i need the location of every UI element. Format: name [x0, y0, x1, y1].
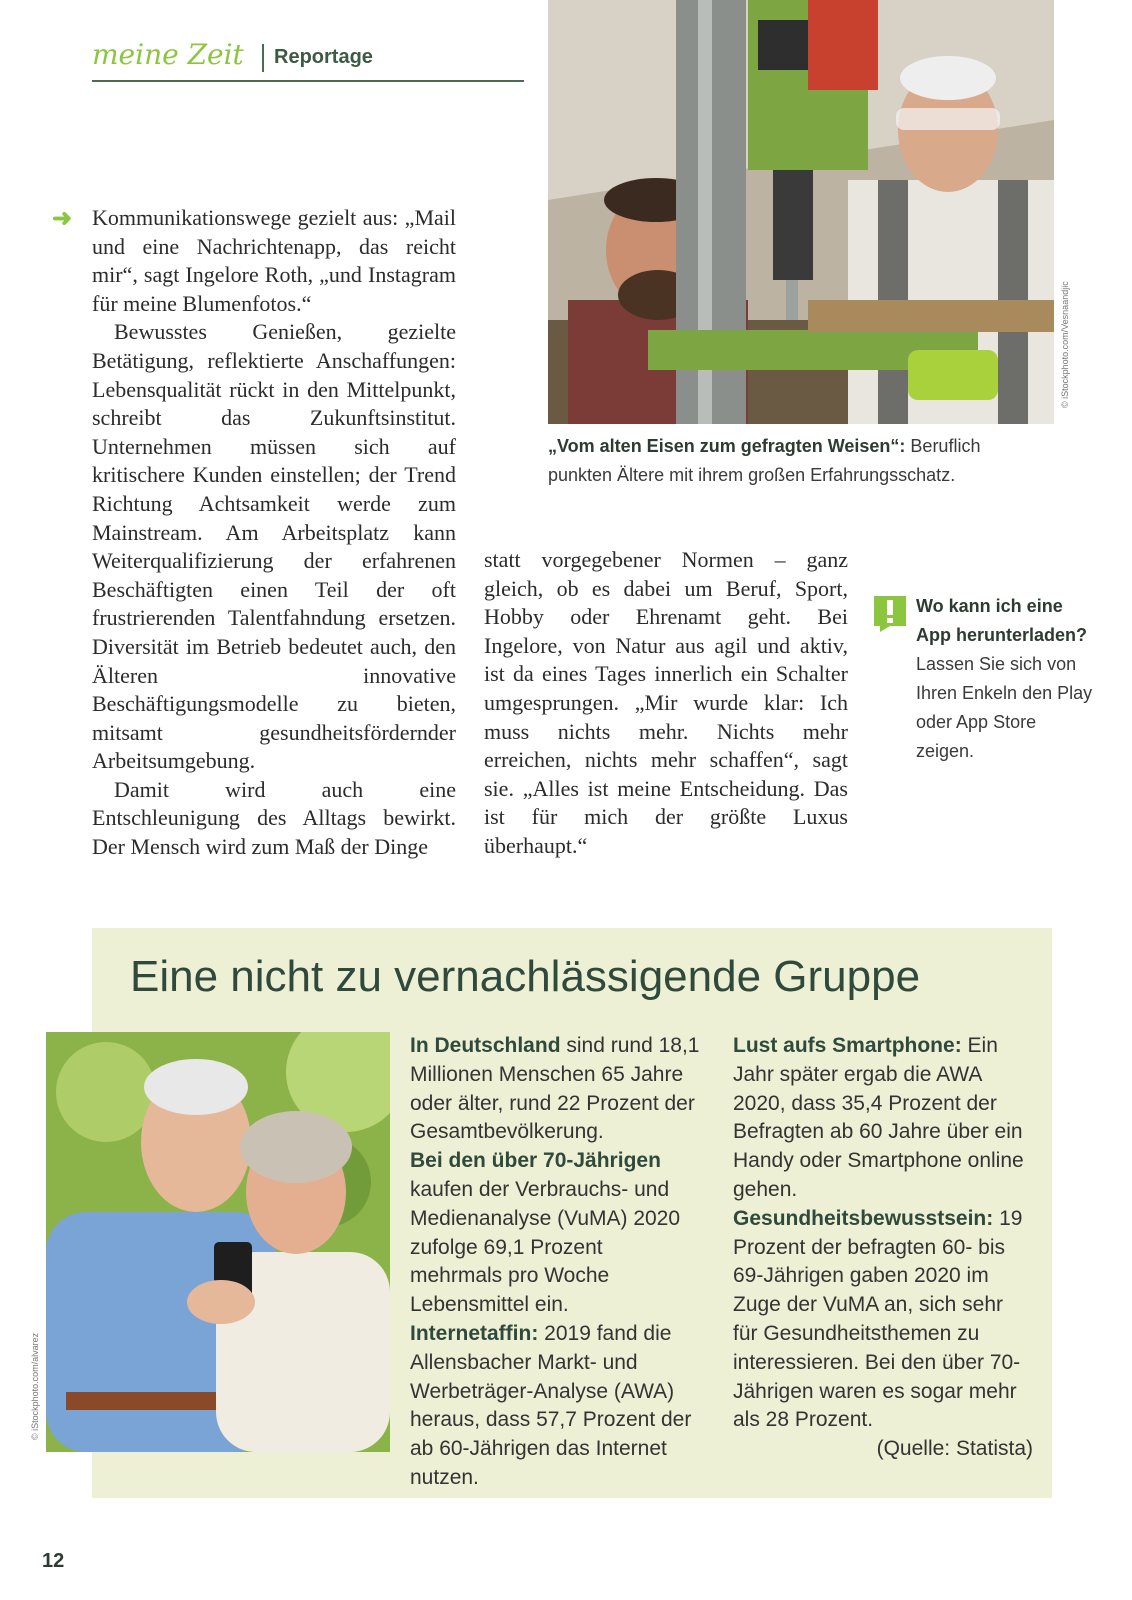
app-tip	[916, 592, 1096, 766]
magazine-brand: meine Zeit	[92, 38, 244, 71]
senior-couple-illustration	[46, 1032, 390, 1452]
fact-heading: In Deutschland	[410, 1034, 561, 1057]
fact-text: kaufen der Verbrauchs- und Medienanalyse (VuMA) 2020 zufolge 69,1 Prozent mehrmals pro Woche Lebensmittel ein.	[410, 1177, 681, 1317]
info-column-2	[733, 1032, 1033, 1464]
fact-item	[733, 1032, 1033, 1205]
tip-question: Wo kann ich eine App herunterladen?	[916, 596, 1088, 645]
fact-heading: Lust aufs Smartphone:	[733, 1034, 962, 1057]
fact-text: 19 Prozent der befragten 60- bis 69-Jährigen gaben 2020 im Zuge der VuMA an, sich sehr für Gesundheitsthemen zu interessieren. Bei den über 70-Jährigen waren es sogar mehr als 28 Prozent.	[733, 1206, 1023, 1432]
fact-text: Ein Jahr später ergab die AWA 2020, dass 35,4 Prozent der Befragten ab 60 Jahre über ein Handy oder Smartphone online gehen.	[733, 1034, 1024, 1201]
article-paragraph: Kommunikationswege gezielt aus: „Mail und eine Nachrichtenapp, das reicht mir“, sagt Ingelore Roth, „und Instagram für meine Blumenfotos.“	[92, 205, 456, 316]
info-column-1	[410, 1032, 700, 1493]
fact-item	[410, 1320, 700, 1493]
caption-lead: „Vom alten Eisen zum gefragten Weisen“:	[548, 436, 906, 456]
article-paragraph: Bewusstes Genießen, gezielte Betätigung, reflektierte Anschaffungen: Lebensqualität rückt in den Mittelpunkt, schreibt das Zukunftsinstitut. Unternehmen müssen sich auf kritischere Kunden einstellen; der Trend Richtung Achtsamkeit werde zum Mainstream. Am Arbeitsplatz kann Weiterqualifizierung der erfahrenen Beschäftigten einen Teil der oft frustrierenden Talentfahndung ersetzen. Diversität im Betrieb bedeutet auch, den Älteren innovative Beschäftigungsmodelle zu bieten, mitsamt gesundheitsfördernder Arbeitsumgebung.	[92, 319, 456, 774]
fact-heading: Gesundheitsbewusstsein:	[733, 1206, 994, 1230]
fact-item	[733, 1205, 1033, 1435]
header-divider	[262, 44, 264, 72]
section-label: Reportage	[274, 46, 373, 68]
senior-couple-photo	[46, 1032, 390, 1452]
workshop-photo	[548, 0, 1054, 424]
exclamation-tip-icon	[874, 596, 906, 632]
source-note: (Quelle: Statista)	[876, 1437, 1033, 1461]
article-column-2	[484, 546, 848, 861]
fact-heading: Bei den über 70-Jährigen	[410, 1149, 661, 1173]
info-box-title: Eine nicht zu vernachlässigende Gruppe	[130, 952, 921, 1001]
article-paragraph: statt vorgegebener Normen – ganz gleich, ob es dabei um Beruf, Sport, Hobby oder Ehrenamt geht. Bei Ingelore, von Natur aus agil und aktiv, ist da eines Tages innerlich ein Schalter umgesprungen. „Mir wurde klar: Ich muss nichts mehr. Nichts mehr erreichen, nichts mehr schaffen“, sagt sie. „Alles ist meine Entscheidung. Das ist für mich der größte Luxus überhaupt.“	[484, 547, 848, 858]
fact-heading: Internetaffin:	[410, 1321, 539, 1345]
page-number: 12	[42, 1550, 65, 1572]
top-photo-credit: © iStockphoto.com/Vesnaandjic	[1060, 281, 1070, 408]
article-paragraph: Damit wird auch eine Entschleunigung des Alltags bewirkt. Der Mensch wird zum Maß der Dinge	[92, 776, 456, 860]
tip-answer: Lassen Sie sich von Ihren Enkeln den Play oder App Store zeigen.	[916, 654, 1093, 761]
article-column-1	[92, 204, 456, 862]
fact-text: sind rund 18,1 Millionen Menschen 65 Jahre oder älter, rund 22 Prozent der Gesamtbevölkerung.	[410, 1034, 700, 1144]
fact-text: 2019 fand die Allensbacher Markt- und Werbeträger-Analyse (AWA) heraus, dass 57,7 Prozent der ab 60-Jährigen das Internet nutzen.	[410, 1321, 692, 1489]
couple-photo-credit: © iStockphoto.com/alvarez	[30, 1332, 40, 1440]
workshop-photo-illustration	[548, 0, 1054, 424]
page-header	[92, 36, 524, 82]
photo-caption	[548, 432, 1028, 490]
continuation-arrow-icon: ➜	[52, 205, 73, 232]
fact-item	[410, 1147, 700, 1320]
caption-text: Beruflich punkten Ältere mit ihrem großen Erfahrungsschatz.	[548, 436, 981, 485]
fact-item	[410, 1032, 700, 1147]
